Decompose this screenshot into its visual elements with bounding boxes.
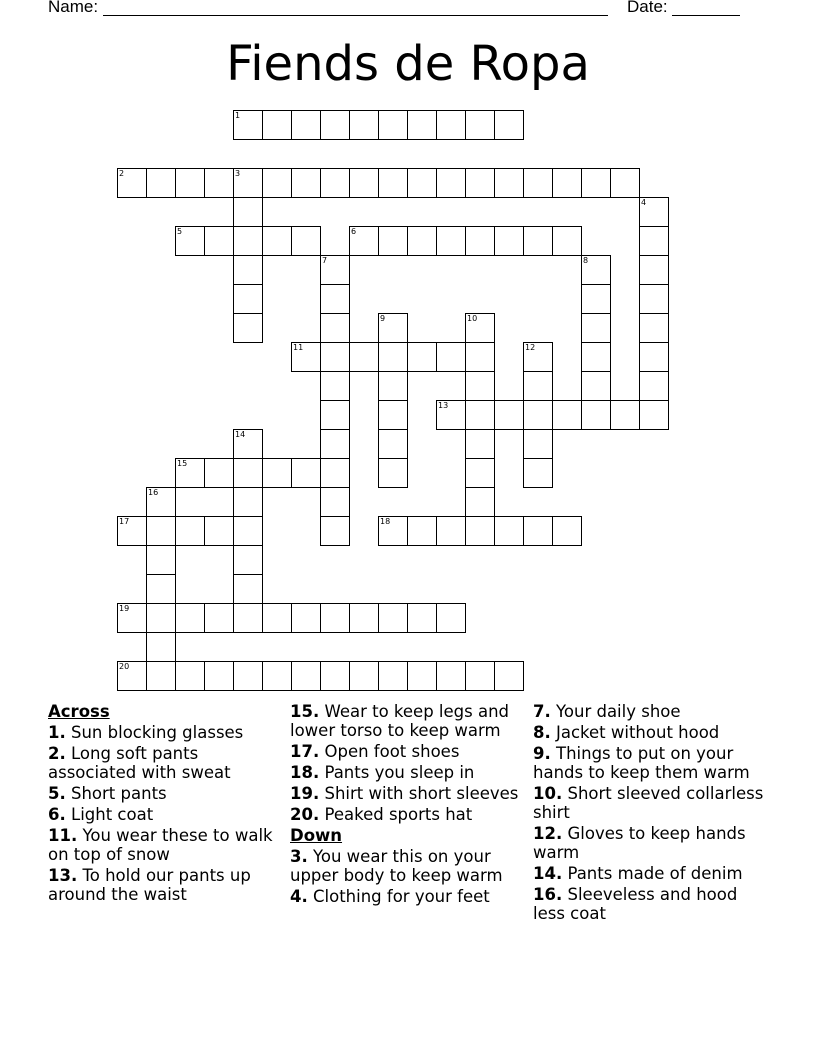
grid-cell[interactable] bbox=[378, 371, 408, 401]
clue-across-20 bbox=[290, 805, 522, 824]
grid-cell[interactable] bbox=[639, 284, 669, 314]
grid-cell[interactable] bbox=[233, 661, 263, 691]
grid-cell[interactable] bbox=[581, 400, 611, 430]
grid-cell[interactable] bbox=[523, 429, 553, 459]
clue-text: Sun blocking glasses bbox=[71, 723, 244, 742]
grid-cell[interactable] bbox=[378, 429, 408, 459]
grid-cell[interactable] bbox=[320, 168, 350, 198]
grid-cell[interactable] bbox=[436, 168, 466, 198]
cell-number: 14 bbox=[235, 430, 246, 439]
grid-cell[interactable] bbox=[146, 574, 176, 604]
clue-number: 6. bbox=[48, 805, 66, 824]
grid-cell[interactable] bbox=[146, 661, 176, 691]
clue-text: Sleeveless and hood less coat bbox=[533, 885, 738, 923]
grid-cell[interactable] bbox=[581, 313, 611, 343]
clue-across-17 bbox=[290, 742, 522, 761]
grid-cell[interactable] bbox=[494, 226, 524, 256]
grid-cell[interactable] bbox=[146, 603, 176, 633]
grid-cell[interactable] bbox=[233, 284, 263, 314]
grid-cell[interactable] bbox=[233, 458, 263, 488]
clue-text: Pants you sleep in bbox=[324, 763, 475, 782]
grid-cell[interactable] bbox=[320, 110, 350, 140]
clue-number: 17. bbox=[290, 742, 320, 761]
grid-cell[interactable] bbox=[117, 168, 147, 198]
cell-number: 6 bbox=[351, 227, 357, 236]
across-heading: Across bbox=[48, 702, 110, 721]
grid-cell[interactable] bbox=[610, 168, 640, 198]
clue-across-2 bbox=[48, 744, 280, 782]
grid-cell[interactable] bbox=[436, 516, 466, 546]
grid-cell[interactable] bbox=[436, 661, 466, 691]
clue-number: 9. bbox=[533, 744, 551, 763]
grid-cell[interactable] bbox=[552, 168, 582, 198]
grid-cell[interactable] bbox=[552, 516, 582, 546]
cell-number: 10 bbox=[467, 314, 478, 323]
grid-cell[interactable] bbox=[262, 661, 292, 691]
grid-cell[interactable] bbox=[407, 226, 437, 256]
clue-text: Peaked sports hat bbox=[324, 805, 473, 824]
grid-cell[interactable] bbox=[581, 342, 611, 372]
cell-number: 12 bbox=[525, 343, 536, 352]
clue-text: Open foot shoes bbox=[324, 742, 460, 761]
cell-number: 1 bbox=[235, 111, 241, 120]
cell-number: 8 bbox=[583, 256, 589, 265]
grid-cell[interactable] bbox=[320, 487, 350, 517]
grid-cell[interactable] bbox=[610, 400, 640, 430]
cell-number: 7 bbox=[322, 256, 328, 265]
grid-cell[interactable] bbox=[523, 516, 553, 546]
clue-text: Light coat bbox=[71, 805, 154, 824]
grid-cell[interactable] bbox=[465, 458, 495, 488]
grid-cell[interactable] bbox=[465, 342, 495, 372]
grid-cell[interactable] bbox=[523, 400, 553, 430]
grid-cell[interactable] bbox=[378, 661, 408, 691]
grid-cell[interactable] bbox=[581, 371, 611, 401]
clue-text: Long soft pants associated with sweat bbox=[48, 744, 231, 782]
clue-down-3 bbox=[290, 847, 522, 885]
grid-cell[interactable] bbox=[233, 110, 263, 140]
clue-down-4 bbox=[290, 887, 522, 906]
clue-number: 15. bbox=[290, 702, 320, 721]
grid-cell[interactable] bbox=[204, 603, 234, 633]
grid-cell[interactable] bbox=[320, 255, 350, 285]
clue-text: Wear to keep legs and lower torso to keep warm bbox=[290, 702, 510, 740]
grid-cell[interactable] bbox=[552, 400, 582, 430]
grid-cell[interactable] bbox=[436, 342, 466, 372]
grid-cell[interactable] bbox=[523, 226, 553, 256]
cell-number: 11 bbox=[293, 343, 304, 352]
grid-cell[interactable] bbox=[175, 168, 205, 198]
grid-cell[interactable] bbox=[146, 545, 176, 575]
grid-cell[interactable] bbox=[291, 603, 321, 633]
grid-cell[interactable] bbox=[494, 168, 524, 198]
grid-cell[interactable] bbox=[639, 197, 669, 227]
grid-cell[interactable] bbox=[233, 545, 263, 575]
grid-cell[interactable] bbox=[407, 516, 437, 546]
clue-down-16 bbox=[533, 885, 773, 923]
grid-cell[interactable] bbox=[320, 284, 350, 314]
grid-cell[interactable] bbox=[262, 458, 292, 488]
grid-cell[interactable] bbox=[233, 255, 263, 285]
grid-cell[interactable] bbox=[639, 342, 669, 372]
clue-number: 5. bbox=[48, 784, 66, 803]
grid-cell[interactable] bbox=[233, 487, 263, 517]
clue-number: 10. bbox=[533, 784, 563, 803]
grid-cell[interactable] bbox=[320, 661, 350, 691]
grid-cell[interactable] bbox=[407, 603, 437, 633]
grid-cell[interactable] bbox=[639, 255, 669, 285]
grid-cell[interactable] bbox=[233, 313, 263, 343]
grid-cell[interactable] bbox=[117, 603, 147, 633]
grid-cell[interactable] bbox=[407, 168, 437, 198]
grid-cell[interactable] bbox=[639, 226, 669, 256]
grid-cell[interactable] bbox=[320, 516, 350, 546]
grid-cell[interactable] bbox=[378, 400, 408, 430]
clue-number: 3. bbox=[290, 847, 308, 866]
clue-text: To hold our pants up around the waist bbox=[48, 866, 251, 904]
grid-cell[interactable] bbox=[378, 313, 408, 343]
grid-cell[interactable] bbox=[523, 371, 553, 401]
grid-cell[interactable] bbox=[291, 168, 321, 198]
grid-cell[interactable] bbox=[465, 226, 495, 256]
cell-number: 4 bbox=[641, 198, 647, 207]
clue-number: 2. bbox=[48, 744, 66, 763]
grid-cell[interactable] bbox=[233, 168, 263, 198]
clue-number: 18. bbox=[290, 763, 320, 782]
cell-number: 13 bbox=[438, 401, 449, 410]
clue-text: Gloves to keep hands warm bbox=[533, 824, 746, 862]
grid-cell[interactable] bbox=[494, 661, 524, 691]
grid-cell[interactable] bbox=[291, 661, 321, 691]
clue-text: Jacket without hood bbox=[556, 723, 720, 742]
grid-cell[interactable] bbox=[465, 371, 495, 401]
clue-text: Short sleeved collarless shirt bbox=[533, 784, 764, 822]
grid-cell[interactable] bbox=[320, 458, 350, 488]
grid-cell[interactable] bbox=[581, 255, 611, 285]
clue-text: Pants made of denim bbox=[567, 864, 743, 883]
clue-number: 20. bbox=[290, 805, 320, 824]
grid-cell[interactable] bbox=[349, 342, 379, 372]
clue-across-11 bbox=[48, 826, 280, 864]
grid-cell[interactable] bbox=[204, 516, 234, 546]
grid-cell[interactable] bbox=[233, 574, 263, 604]
grid-cell[interactable] bbox=[581, 168, 611, 198]
grid-cell[interactable] bbox=[523, 168, 553, 198]
grid-cell[interactable] bbox=[378, 110, 408, 140]
grid-cell[interactable] bbox=[204, 226, 234, 256]
clue-down-9 bbox=[533, 744, 773, 782]
grid-cell[interactable] bbox=[291, 226, 321, 256]
grid-cell[interactable] bbox=[407, 110, 437, 140]
grid-cell[interactable] bbox=[378, 516, 408, 546]
clue-down-10 bbox=[533, 784, 773, 822]
grid-cell[interactable] bbox=[233, 603, 263, 633]
grid-cell[interactable] bbox=[349, 661, 379, 691]
grid-cell[interactable] bbox=[262, 110, 292, 140]
clues-column-2 bbox=[290, 702, 522, 908]
grid-cell[interactable] bbox=[320, 603, 350, 633]
grid-cell[interactable] bbox=[465, 429, 495, 459]
grid-cell[interactable] bbox=[262, 603, 292, 633]
date-label: Date: bbox=[627, 0, 668, 16]
cell-number: 15 bbox=[177, 459, 188, 468]
cell-number: 18 bbox=[380, 517, 391, 526]
grid-cell[interactable] bbox=[175, 603, 205, 633]
down-heading: Down bbox=[290, 826, 343, 845]
clue-number: 7. bbox=[533, 702, 551, 721]
grid-cell[interactable] bbox=[407, 342, 437, 372]
clue-number: 8. bbox=[533, 723, 551, 742]
grid-cell[interactable] bbox=[146, 516, 176, 546]
grid-cell[interactable] bbox=[320, 313, 350, 343]
clues-column-3 bbox=[533, 702, 773, 925]
grid-cell[interactable] bbox=[320, 371, 350, 401]
grid-cell[interactable] bbox=[349, 110, 379, 140]
grid-cell[interactable] bbox=[233, 429, 263, 459]
clue-text: Short pants bbox=[71, 784, 167, 803]
clue-down-12 bbox=[533, 824, 773, 862]
grid-cell[interactable] bbox=[436, 226, 466, 256]
clue-text: Things to put on your hands to keep them warm bbox=[533, 744, 750, 782]
clue-number: 11. bbox=[48, 826, 78, 845]
grid-cell[interactable] bbox=[465, 400, 495, 430]
grid-cell[interactable] bbox=[639, 313, 669, 343]
grid-cell[interactable] bbox=[291, 342, 321, 372]
puzzle-title: Fiends de Ropa bbox=[226, 36, 590, 92]
clue-number: 1. bbox=[48, 723, 66, 742]
grid-cell[interactable] bbox=[320, 400, 350, 430]
grid-cell[interactable] bbox=[436, 603, 466, 633]
grid-cell[interactable] bbox=[494, 516, 524, 546]
cell-number: 5 bbox=[177, 227, 183, 236]
grid-cell[interactable] bbox=[552, 226, 582, 256]
grid-cell[interactable] bbox=[262, 168, 292, 198]
grid-cell[interactable] bbox=[494, 400, 524, 430]
grid-cell[interactable] bbox=[581, 284, 611, 314]
grid-cell[interactable] bbox=[175, 226, 205, 256]
clue-number: 14. bbox=[533, 864, 563, 883]
grid-cell[interactable] bbox=[639, 400, 669, 430]
cell-number: 16 bbox=[148, 488, 159, 497]
grid-cell[interactable] bbox=[233, 516, 263, 546]
clue-across-5 bbox=[48, 784, 280, 803]
grid-cell[interactable] bbox=[465, 168, 495, 198]
grid-cell[interactable] bbox=[349, 168, 379, 198]
grid-cell[interactable] bbox=[349, 603, 379, 633]
grid-cell[interactable] bbox=[378, 342, 408, 372]
grid-cell[interactable] bbox=[233, 226, 263, 256]
grid-cell[interactable] bbox=[465, 487, 495, 517]
clue-number: 12. bbox=[533, 824, 563, 843]
grid-cell[interactable] bbox=[175, 458, 205, 488]
grid-cell[interactable] bbox=[233, 197, 263, 227]
clue-across-6 bbox=[48, 805, 280, 824]
grid-cell[interactable] bbox=[523, 458, 553, 488]
grid-cell[interactable] bbox=[175, 661, 205, 691]
cell-number: 20 bbox=[119, 662, 130, 671]
grid-cell[interactable] bbox=[465, 313, 495, 343]
grid-cell[interactable] bbox=[465, 661, 495, 691]
cell-number: 19 bbox=[119, 604, 130, 613]
clue-text: You wear these to walk on top of snow bbox=[48, 826, 273, 864]
name-label: Name: bbox=[48, 0, 99, 16]
grid-cell[interactable] bbox=[146, 487, 176, 517]
grid-cell[interactable] bbox=[117, 516, 147, 546]
grid-cell[interactable] bbox=[523, 342, 553, 372]
clue-across-13 bbox=[48, 866, 280, 904]
grid-cell[interactable] bbox=[204, 458, 234, 488]
clue-text: Your daily shoe bbox=[556, 702, 681, 721]
clue-number: 4. bbox=[290, 887, 308, 906]
clue-across-1 bbox=[48, 723, 280, 742]
grid-cell[interactable] bbox=[146, 632, 176, 662]
cell-number: 2 bbox=[119, 169, 125, 178]
grid-cell[interactable] bbox=[175, 516, 205, 546]
grid-cell[interactable] bbox=[291, 110, 321, 140]
grid-cell[interactable] bbox=[291, 458, 321, 488]
clue-across-19 bbox=[290, 784, 522, 803]
clue-down-7 bbox=[533, 702, 773, 721]
grid-cell[interactable] bbox=[436, 400, 466, 430]
grid-cell[interactable] bbox=[465, 110, 495, 140]
clue-across-15 bbox=[290, 702, 522, 740]
clue-text: You wear this on your upper body to keep warm bbox=[290, 847, 503, 885]
cell-number: 9 bbox=[380, 314, 386, 323]
grid-cell[interactable] bbox=[465, 516, 495, 546]
grid-cell[interactable] bbox=[262, 226, 292, 256]
clue-number: 16. bbox=[533, 885, 563, 904]
grid-cell[interactable] bbox=[204, 661, 234, 691]
grid-cell[interactable] bbox=[378, 458, 408, 488]
clue-text: Clothing for your feet bbox=[313, 887, 490, 906]
grid-cell[interactable] bbox=[320, 429, 350, 459]
grid-cell[interactable] bbox=[407, 661, 437, 691]
grid-cell[interactable] bbox=[146, 168, 176, 198]
grid-cell[interactable] bbox=[378, 226, 408, 256]
grid-cell[interactable] bbox=[378, 603, 408, 633]
grid-cell[interactable] bbox=[349, 226, 379, 256]
clues-column-1 bbox=[48, 702, 280, 906]
clue-down-8 bbox=[533, 723, 773, 742]
grid-cell[interactable] bbox=[639, 371, 669, 401]
clue-number: 13. bbox=[48, 866, 78, 885]
grid-cell[interactable] bbox=[494, 110, 524, 140]
clue-across-18 bbox=[290, 763, 522, 782]
clue-text: Shirt with short sleeves bbox=[324, 784, 519, 803]
grid-cell[interactable] bbox=[436, 110, 466, 140]
grid-cell[interactable] bbox=[204, 168, 234, 198]
clue-down-14 bbox=[533, 864, 773, 883]
cell-number: 17 bbox=[119, 517, 130, 526]
grid-cell[interactable] bbox=[117, 661, 147, 691]
clue-number: 19. bbox=[290, 784, 320, 803]
grid-cell[interactable] bbox=[378, 168, 408, 198]
grid-cell[interactable] bbox=[320, 342, 350, 372]
cell-number: 3 bbox=[235, 169, 241, 178]
